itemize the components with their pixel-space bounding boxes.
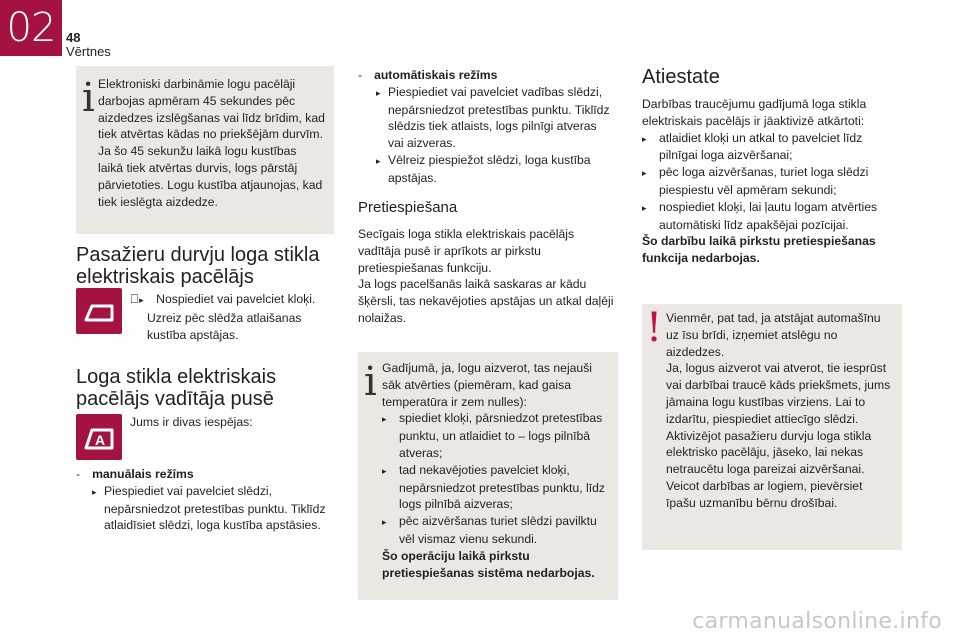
bullet-icon: ▸ xyxy=(92,486,97,497)
text-line: laikā tiek atvērtas durvis, logs pārstāj xyxy=(98,160,298,175)
text-line: Veicot darbības ar logiem, pievērsiet xyxy=(666,478,863,493)
dash: - xyxy=(76,467,81,481)
text-line: aizdedzes izslēgšanas vai līdz brīdim, kad xyxy=(98,110,325,125)
svg-text:A: A xyxy=(94,432,106,448)
text-line: jāmaina logu kustības virziens. Lai to xyxy=(666,394,866,409)
text-line: tiek ieslēgta aizdedze. xyxy=(98,194,218,209)
text-line: Piespiediet vai pavelciet vadības slēdzi, xyxy=(388,84,603,99)
text-line: spiediet kloķi, pārsniedzot pretestības xyxy=(399,411,603,426)
watermark: carmanualsonline.info xyxy=(692,609,942,634)
text-line: vēl vismaz vienu sekundi. xyxy=(399,531,538,546)
text-line: tiek atvērtas kādas no priekšējām durvīm. xyxy=(98,127,323,142)
manual-mode-title: manuālais režīms xyxy=(92,467,194,481)
window-switch-icon xyxy=(76,288,122,334)
bullet-icon: ▸ xyxy=(382,414,387,425)
info-icon: i xyxy=(82,75,95,121)
text-line: nepārsniedzot pretestības punktu, līdz xyxy=(399,480,605,495)
text-line: Elektroniski darbināmie logu pacēlāji xyxy=(98,77,296,91)
bullet-icon: ▸ xyxy=(382,517,387,528)
info-icon: i xyxy=(364,359,377,405)
reset-text xyxy=(642,96,912,267)
text-line: uz īsu brīdi, izņemiet atslēgu no xyxy=(666,327,838,342)
heading-line: pacēlājs vadītāja pusē xyxy=(76,388,274,410)
dash: - xyxy=(358,68,363,82)
text-line: atlaidīsiet slēdzi, loga kustība apstāsies. xyxy=(104,518,321,533)
text-line: vai darbībai traucē kāds priekšmets, jums xyxy=(666,378,891,393)
text-line: pārvietoties. Logu kustība atjaunojas, kad xyxy=(98,177,323,192)
heading-driver-window xyxy=(76,366,346,410)
text-line: funkcija nedarbojas. xyxy=(642,251,760,266)
text-line: vai aizveras. xyxy=(388,136,456,151)
manual-mode-block xyxy=(76,466,346,534)
text-line: elektrisko pacēlāju, jāseko, lai nekas xyxy=(666,445,864,460)
text-line: automātiski līdz apakšējai pozīcijai. xyxy=(659,217,849,232)
heading-line: Loga stikla elektriskais xyxy=(76,366,277,388)
text-line: vadītāja pusē ir aprīkots ar pirkstu xyxy=(358,243,541,258)
text-line: nospiediet kloķi, lai ļautu logam atvērties xyxy=(659,199,878,214)
text-line: slēdzis tiek atlaists, logs pilnīgi atveras xyxy=(388,119,597,134)
text-line: Aktivizējot pasažieru durvju loga stikla xyxy=(666,428,872,443)
heading-line: Pasažieru durvju loga stikla xyxy=(76,244,320,266)
heading-anti-pinch: Pretiespiešana xyxy=(358,199,458,216)
bullet-icon: ▸ xyxy=(376,87,381,98)
passenger-text xyxy=(130,291,340,343)
bullet-icon: ▸ xyxy=(642,133,647,144)
warning-box xyxy=(642,304,902,550)
text-line: Vienmēr, pat tad, ja atstājat automašīnu xyxy=(666,311,881,325)
info-text-timing xyxy=(98,76,334,210)
text-line: atveras; xyxy=(399,445,443,460)
bullet-icon: ▸ xyxy=(376,155,381,166)
text-line: Vēlreiz piespiežot slēdzi, loga kustība xyxy=(388,152,591,167)
text-line: Nospiediet vai pavelciet kloķi. xyxy=(156,292,316,306)
driver-switch-pictogram xyxy=(76,414,122,460)
text-line: šķērsli, tas nekavējoties apstājas un atkal daļēji xyxy=(358,294,614,309)
text-line: pretiespiešanas funkciju. xyxy=(358,260,492,275)
warning-icon: ! xyxy=(646,305,663,351)
window-switch-a-icon xyxy=(76,414,122,460)
text-line: Secīgais loga stikla elektriskais pacēlājs xyxy=(358,227,575,241)
text-line: piespiestu vēl apmēram sekundi; xyxy=(659,182,837,197)
text-line: tad nekavējoties pavelciet kloķi, xyxy=(399,462,570,477)
text-line: netraucētu loga pareizai aizvēršanai. xyxy=(666,462,865,477)
bullet-icon: ▸ xyxy=(642,202,647,213)
auto-mode-block xyxy=(358,67,620,187)
info-box-timing xyxy=(76,66,334,234)
text-line: Ja, logus aizverot vai atverot, tie iesprūst xyxy=(666,361,887,376)
text-line: darbojas apmēram 45 sekundes pēc xyxy=(98,93,296,108)
text-line: logs pilnībā aizveras; xyxy=(399,497,513,512)
info-box-anti-pinch xyxy=(358,352,618,600)
heading-passenger-window xyxy=(76,244,346,288)
text-line: Gadījumā, ja, logu aizverot, tas nejauši xyxy=(382,361,593,375)
text-line: Ja logs pacelšanās laikā saskaras ar kādu xyxy=(358,277,587,292)
bullet-icon: ▸ xyxy=(642,168,647,179)
text-line: nolaižas. xyxy=(358,310,407,325)
bullet-icon: ▸ xyxy=(139,296,144,306)
bullet-icon: ▸ xyxy=(382,465,387,476)
text-line: pretiespiešanas sistēma nedarbojas. xyxy=(382,565,595,580)
text-line: temperatūra ir zem nulles): xyxy=(382,394,527,409)
text-line: nepārsniedzot pretestības punktu. Tiklīdz xyxy=(104,501,326,516)
text-line: nepārsniedzot pretestības punktu. Tiklīdz xyxy=(388,102,610,117)
text-line: atlaidiet kloķi un atkal to pavelciet līdz xyxy=(659,130,863,145)
text-line: pēc aizvēršanas turiet slēdzi pavilktu xyxy=(399,514,597,529)
heading-line: elektriskais pacēlājs xyxy=(76,266,254,288)
auto-mode-title: automātiskais režīms xyxy=(374,68,498,82)
driver-intro: Jums ir divas iespējas: xyxy=(130,415,253,429)
text-line: Darbības traucējumu gadījumā loga stikla xyxy=(642,97,867,111)
text-line: sāk atvērties (piemēram, kad gaisa xyxy=(382,377,571,392)
text-line: izdarītu, piespiediet attiecīgo slēdzi. xyxy=(666,411,859,426)
text-line: Ja šo 45 sekunžu laikā logu kustības xyxy=(98,144,297,159)
text-line: pilnīgai loga aizvēršanai; xyxy=(659,148,793,163)
passenger-switch-pictogram xyxy=(76,288,122,334)
text-line: punktu, un atlaidiet to – logs pilnībā xyxy=(399,429,591,444)
text-line: Šo operāciju laikā pirkstu xyxy=(382,548,530,563)
text-line: apstājas. xyxy=(388,170,437,185)
text-line: pēc loga aizvēršanas, turiet loga slēdzi xyxy=(659,165,869,180)
heading-reset: Atiestate xyxy=(642,66,720,88)
text-line: elektriskais pacēlājs ir jāaktivizē atkārtoti: xyxy=(642,113,865,128)
text-line: īpašu uzmanību bērnu drošībai. xyxy=(666,495,838,510)
page-number: 48 xyxy=(66,30,81,45)
anti-pinch-text xyxy=(358,226,622,327)
bullet-item xyxy=(130,291,340,310)
text-line: Piespiediet vai pavelciet slēdzi, xyxy=(104,483,273,498)
text-line: Šo darbību laikā pirkstu pretiespiešanas xyxy=(642,234,876,249)
text-line: Uzreiz pēc slēdža atlaišanas xyxy=(147,310,302,325)
chapter-tab: 02 xyxy=(0,0,62,56)
warning-text xyxy=(666,310,900,512)
text-line: kustība apstājas. xyxy=(147,327,239,342)
info-text-anti-pinch xyxy=(382,360,616,581)
section-title: Vērtnes xyxy=(66,44,111,59)
text-line: aizdedzes. xyxy=(666,344,725,359)
